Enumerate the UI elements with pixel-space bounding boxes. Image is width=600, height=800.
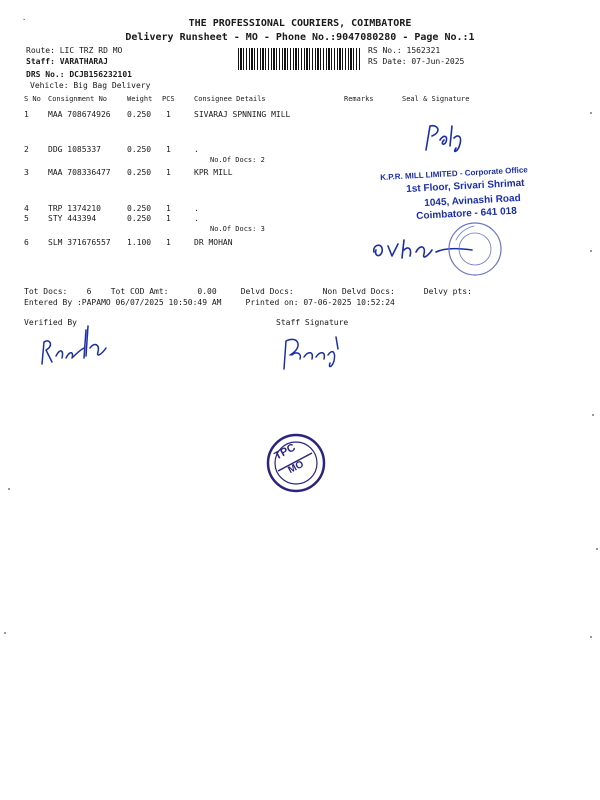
row-weight: 0.250 xyxy=(127,145,152,154)
company-stamp-line4: Coimbatore - 641 018 xyxy=(416,205,518,222)
tpc-stamp-line1: TPC xyxy=(272,441,298,463)
row-sno: 1 xyxy=(24,110,29,119)
row-sno: 6 xyxy=(24,238,29,247)
totals-line: Tot Docs: 6 Tot COD Amt: 0.00 Delvd Docs: Non Delvd Docs: Delvy pts: xyxy=(24,287,472,296)
group-note: No.Of Docs: 3 xyxy=(210,225,265,233)
row-consignee: . xyxy=(194,214,199,223)
row-consignee: KPR MILL xyxy=(194,168,233,177)
group-note: No.Of Docs: 2 xyxy=(210,156,265,164)
row-consignment: MAA 708336477 xyxy=(48,168,111,177)
col-pcs: PCS xyxy=(162,95,175,103)
col-weight: Weight xyxy=(127,95,153,103)
col-seal: Seal & Signature xyxy=(402,95,470,103)
row-pcs: 1 xyxy=(166,145,171,154)
row-weight: 0.250 xyxy=(127,168,152,177)
row-pcs: 1 xyxy=(166,214,171,223)
staff-label: Staff: VARATHARAJ xyxy=(26,57,108,66)
drs-number: DRS No.: DCJB156232101 xyxy=(26,70,132,79)
scan-dot xyxy=(4,632,6,634)
company-stamp-line2: 1st Floor, Srivari Shrimat xyxy=(406,177,525,195)
row-pcs: 1 xyxy=(166,204,171,213)
row-consignment: MAA 708674926 xyxy=(48,110,111,119)
row-sno: 5 xyxy=(24,214,29,223)
row-consignment: SLM 371676557 xyxy=(48,238,111,247)
row-weight: 1.100 xyxy=(127,238,152,247)
col-remarks: Remarks xyxy=(344,95,374,103)
row-consignee: DR MOHAN xyxy=(194,238,233,247)
row-consignee: . xyxy=(194,145,199,154)
scan-dot xyxy=(590,112,592,114)
runsheet-title: Delivery Runsheet - MO - Phone No.:9047080280 - Page No.:1 xyxy=(125,32,475,43)
barcode-image xyxy=(238,48,360,70)
row-consignment: STY 443394 xyxy=(48,214,97,223)
vehicle-label: Vehicle: Big Bag Delivery xyxy=(30,81,151,90)
row-weight: 0.250 xyxy=(127,204,152,213)
staff-signature xyxy=(278,333,348,373)
signature-row1 xyxy=(418,120,478,156)
verified-signature xyxy=(36,318,116,368)
row-sno: 3 xyxy=(24,168,29,177)
company-stamp-line1: K.P.R. MILL LIMITED - Corporate Office xyxy=(380,165,528,182)
company-title: THE PROFESSIONAL COURIERS, COIMBATORE xyxy=(188,18,412,29)
route-label: Route: LIC TRZ RD MO xyxy=(26,46,123,55)
row-pcs: 1 xyxy=(166,238,171,247)
row-pcs: 1 xyxy=(166,168,171,177)
row-consignee: SIVARAJ SPNNING MILL xyxy=(194,110,291,119)
row-consignment: TRP 1374210 xyxy=(48,204,101,213)
row-consignee: . xyxy=(194,204,199,213)
row-weight: 0.250 xyxy=(127,214,152,223)
corner-mark: . xyxy=(22,14,27,22)
row-pcs: 1 xyxy=(166,110,171,119)
rs-date: RS Date: 07-Jun-2025 xyxy=(368,57,465,66)
entered-by-line: Entered By :PAPAMO 06/07/2025 10:50:49 AM Printed on: 07-06-2025 10:52:24 xyxy=(24,298,395,307)
scan-dot xyxy=(592,414,594,416)
col-consignee: Consignee Details xyxy=(194,95,266,103)
row-sno: 2 xyxy=(24,145,29,154)
scan-dot xyxy=(590,250,592,252)
col-sno: S No xyxy=(24,95,41,103)
rs-number: RS No.: 1562321 xyxy=(368,46,441,55)
tpc-stamp-line2: MO xyxy=(286,458,306,477)
company-stamp-line3: 1045, Avinashi Road xyxy=(424,192,521,209)
row-weight: 0.250 xyxy=(127,110,152,119)
staff-signature-label: Staff Signature xyxy=(276,318,349,327)
round-seal-icon xyxy=(446,220,504,278)
col-consignment: Consignment No xyxy=(48,95,108,103)
row-sno: 4 xyxy=(24,204,29,213)
scan-dot xyxy=(596,548,598,550)
scan-dot xyxy=(590,636,592,638)
verified-by-label: Verified By xyxy=(24,318,77,327)
scan-dot xyxy=(8,488,10,490)
row-consignment: DDG 1085337 xyxy=(48,145,101,154)
